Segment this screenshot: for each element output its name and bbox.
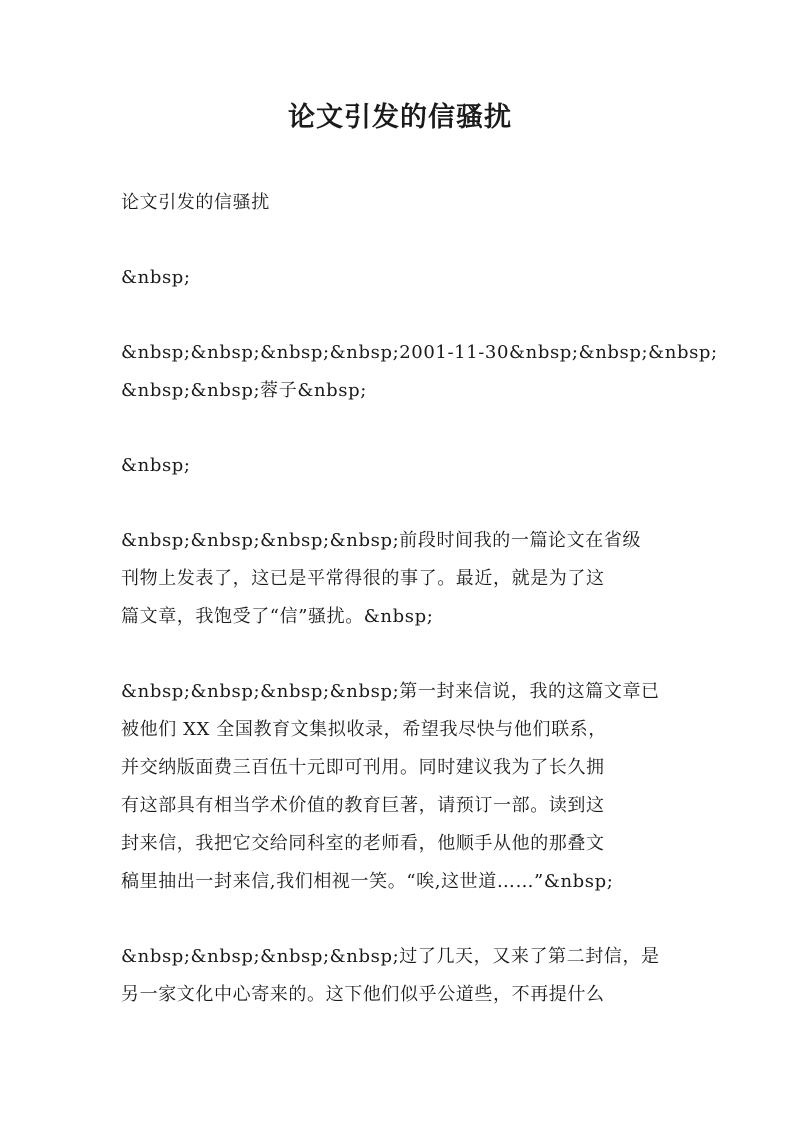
document-body xyxy=(121,184,718,1051)
paragraph-line: 稿里抽出一封来信,我们相视一笑。“唉,这世道……”&nbsp; xyxy=(121,871,614,892)
paragraph-line: 并交纳版面费三百伍十元即可刊用。同时建议我为了长久拥 xyxy=(121,757,605,778)
paragraph-second-letter xyxy=(121,938,681,1014)
paragraph-line: 另一家文化中心寄来的。这下他们似乎公道些，不再提什么 xyxy=(121,984,605,1005)
paragraph-line: &nbsp; xyxy=(121,267,191,288)
paragraph-date-author xyxy=(121,334,718,410)
paragraph-intro xyxy=(121,522,681,636)
paragraph-line: 被他们 XX 全国教育文集拟收录，希望我尽快与他们联系， xyxy=(121,719,607,740)
paragraph-line: &nbsp;&nbsp;&nbsp;&nbsp;2001-11-30&nbsp;&nbsp;&nbsp; xyxy=(121,342,718,363)
paragraph-line: 封来信，我把它交给同科室的老师看，他顺手从他的那叠文 xyxy=(121,833,605,854)
paragraph-line: 论文引发的信骚扰 xyxy=(121,192,270,213)
paragraph-line: &nbsp;&nbsp;&nbsp;&nbsp;前段时间我的一篇论文在省级 xyxy=(121,530,642,551)
paragraph-line: &nbsp;&nbsp;蓉子&nbsp; xyxy=(121,380,367,401)
paragraph-line: 刊物上发表了，这已是平常得很的事了。最近，就是为了这 xyxy=(121,568,605,589)
document-title: 论文引发的信骚扰 xyxy=(288,102,512,133)
paragraph-line: &nbsp; xyxy=(121,455,191,476)
paragraph-blank xyxy=(121,447,681,485)
paragraph-line: &nbsp;&nbsp;&nbsp;&nbsp;过了几天，又来了第二封信，是 xyxy=(121,946,660,967)
paragraph-line: 篇文章，我饱受了“信”骚扰。&nbsp; xyxy=(121,606,434,627)
paragraph-first-letter xyxy=(121,673,681,901)
paragraph-blank xyxy=(121,259,681,297)
paragraph-line: 有这部具有相当学术价值的教育巨著，请预订一部。读到这 xyxy=(121,795,605,816)
paragraph-line: &nbsp;&nbsp;&nbsp;&nbsp;第一封来信说，我的这篇文章已 xyxy=(121,681,660,702)
paragraph-subtitle xyxy=(121,184,681,222)
